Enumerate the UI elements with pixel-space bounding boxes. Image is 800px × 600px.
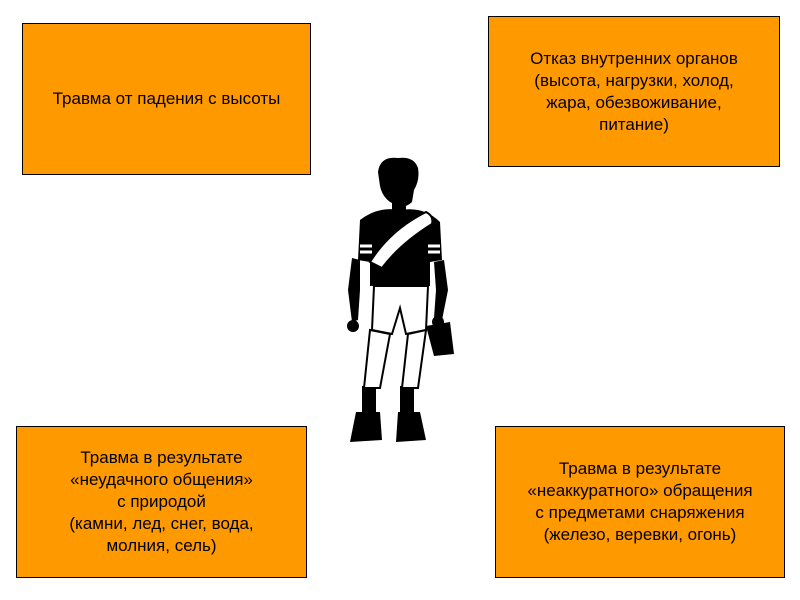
box-fall-injury [22,23,311,175]
box-organ-failure-text: Отказ внутренних органов (высота, нагрузки, холод, жара, обезвоживание, питание) [530,48,738,134]
box-fall-injury-text: Травма от падения с высоты [52,89,281,108]
box-equipment-injury [495,426,785,578]
box-nature-injury-text: Травма в результате «неудачного общения» с природой (камни, лед, снег, вода, молния, сель) [69,448,254,555]
box-organ-failure [488,16,780,167]
box-nature-injury [16,426,307,578]
box-equipment-injury-text: Травма в результате «неаккуратного» обращения с предметами снаряжения (железо, веревки, огонь) [527,459,753,544]
climber-silhouette-icon [330,150,470,450]
